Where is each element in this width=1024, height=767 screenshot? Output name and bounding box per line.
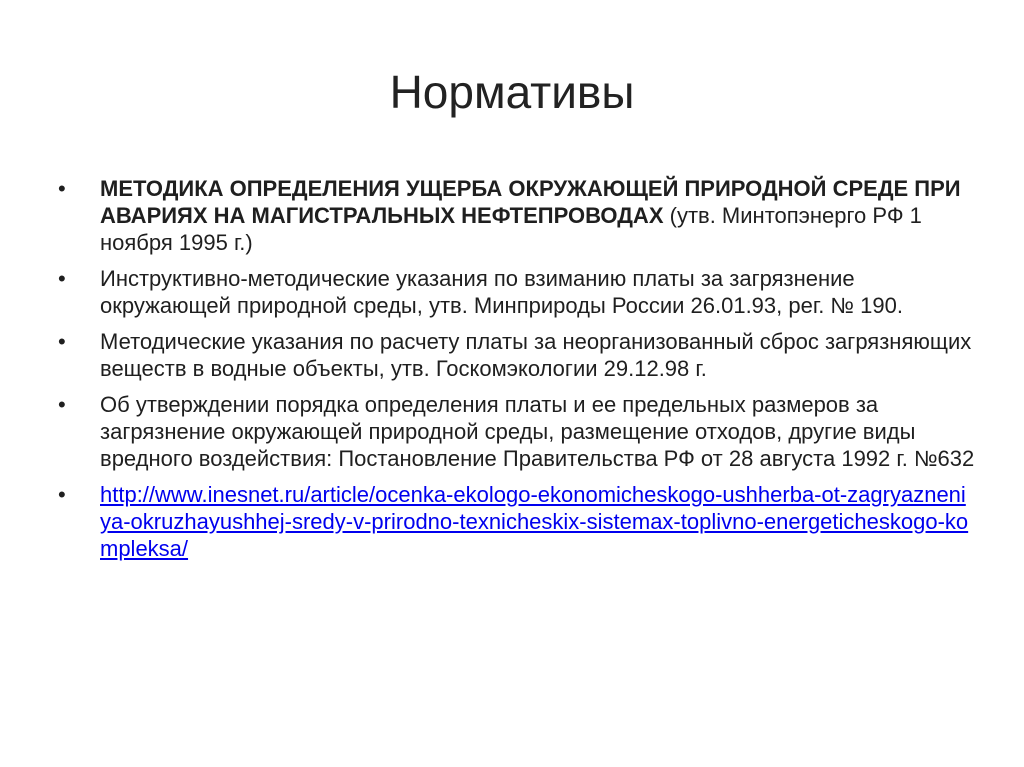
- list-item: [56, 481, 976, 562]
- bullet-icon: •: [58, 329, 66, 354]
- source-link[interactable]: http://www.inesnet.ru/article/ocenka-ekologo-ekonomicheskogo-ushherba-ot-zagryazneniya-okruzhayushhej-sredy-v-prirodno-texnicheskix-sistemax-toplivno-energeticheskogo-kompleksa/: [100, 482, 969, 561]
- bullet-icon: •: [58, 266, 66, 291]
- list-item: [56, 265, 976, 319]
- bullet-icon: •: [58, 482, 66, 507]
- list-item-text: Об утверждении порядка определения платы и ее предельных размеров за загрязнение окружающей природной среды, размещение отходов, другие виды вредного воздействия: Постановление Правительства РФ от 28 августа 1992 г. №632: [100, 392, 975, 471]
- methodology-approval: (утв. Минтопэнерго РФ 1 ноября 1995 г.): [100, 203, 922, 255]
- bullet-icon: •: [58, 176, 66, 201]
- list-item-text: Инструктивно-методические указания по взиманию платы за загрязнение окружающей природной среды, утв. Минприроды России 26.01.93, рег. № 190.: [100, 266, 903, 318]
- methodology-title: МЕТОДИКА ОПРЕДЕЛЕНИЯ УЩЕРБА ОКРУЖАЮЩЕЙ ПРИРОДНОЙ СРЕДЕ ПРИ АВАРИЯХ НА МАГИСТРАЛЬНЫХ НЕФТЕПРОВОДАХ: [100, 176, 961, 228]
- bullet-icon: •: [58, 392, 66, 417]
- list-item: [56, 175, 976, 256]
- list-item: [56, 328, 976, 382]
- list-item: [56, 391, 976, 472]
- list-item-text: Методические указания по расчету платы за неорганизованный сброс загрязняющих веществ в водные объекты, утв. Госкомэкологии 29.12.98 г.: [100, 329, 972, 381]
- bullet-list: [56, 175, 976, 571]
- slide-title: Нормативы: [389, 66, 635, 118]
